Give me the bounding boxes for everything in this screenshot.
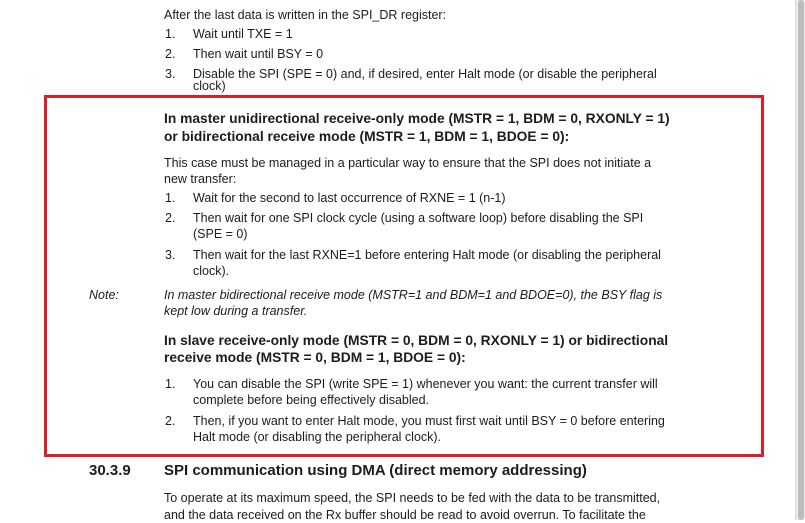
master-heading-line-1: In master unidirectional receive-only mode (MSTR = 1, BDM = 0, RXONLY = 1) — [164, 111, 670, 126]
section-paragraph-line-2: and the data received on the Rx buffer should be read to avoid overrun. To facilitate the — [164, 508, 646, 522]
top-item-3-number: 3. — [165, 67, 176, 81]
master-paragraph-line-1: This case must be managed in a particular way to ensure that the SPI does not initiate a — [164, 156, 652, 170]
slave-item-2-line-2: Halt mode (or disabling the peripheral clock). — [193, 430, 442, 444]
note-label: Note: — [89, 288, 119, 302]
slave-item-2-number: 2. — [165, 414, 176, 428]
section-title: SPI communication using DMA (direct memory addressing) — [164, 462, 587, 479]
section-number: 30.3.9 — [89, 462, 131, 479]
top-item-3: Disable the SPI (SPE = 0) and, if desired, enter Halt mode (or disable the peripheral — [193, 67, 657, 81]
slave-item-1-number: 1. — [165, 377, 176, 391]
scrollbar-thumb[interactable] — [798, 0, 804, 520]
top-item-3-continuation: clock) — [193, 80, 226, 93]
top-item-1: Wait until TXE = 1 — [193, 27, 293, 41]
note-line-2: kept low during a transfer. — [164, 304, 308, 318]
top-item-1-number: 1. — [165, 27, 176, 41]
master-item-3-number: 3. — [165, 248, 176, 262]
slave-item-1-line-2: complete before being effectively disabled. — [193, 393, 430, 407]
master-item-1-number: 1. — [165, 191, 176, 205]
top-intro: After the last data is written in the SPI_DR register: — [164, 8, 447, 22]
master-paragraph-line-2: new transfer: — [164, 172, 237, 186]
master-item-3-line-1: Then wait for the last RXNE=1 before entering Halt mode (or disabling the peripheral — [193, 248, 661, 262]
master-item-2-line-1: Then wait for one SPI clock cycle (using a software loop) before disabling the SPI — [193, 211, 644, 225]
master-item-3-line-2: clock). — [193, 264, 230, 278]
top-item-2: Then wait until BSY = 0 — [193, 47, 324, 61]
master-item-2-line-2: (SPE = 0) — [193, 227, 248, 241]
vertical-scrollbar[interactable] — [795, 0, 805, 520]
slave-item-2-line-1: Then, if you want to enter Halt mode, you must first wait until BSY = 0 before entering — [193, 414, 665, 428]
master-item-1: Wait for the second to last occurrence of RXNE = 1 (n-1) — [193, 191, 506, 205]
master-heading-line-2: or bidirectional receive mode (MSTR = 1, BDM = 1, BDOE = 0): — [164, 129, 570, 144]
slave-heading-line-1: In slave receive-only mode (MSTR = 0, BDM = 0, RXONLY = 1) or bidirectional — [164, 333, 669, 348]
section-paragraph-line-1: To operate at its maximum speed, the SPI needs to be fed with the data to be transmitted, — [164, 491, 661, 505]
slave-item-1-line-1: You can disable the SPI (write SPE = 1) whenever you want: the current transfer will — [193, 377, 658, 391]
master-item-2-number: 2. — [165, 211, 176, 225]
top-item-2-number: 2. — [165, 47, 176, 61]
note-line-1: In master bidirectional receive mode (MSTR=1 and BDM=1 and BDOE=0), the BSY flag is — [164, 288, 663, 302]
slave-heading-line-2: receive mode (MSTR = 0, BDM = 1, BDOE = 0): — [164, 350, 466, 365]
